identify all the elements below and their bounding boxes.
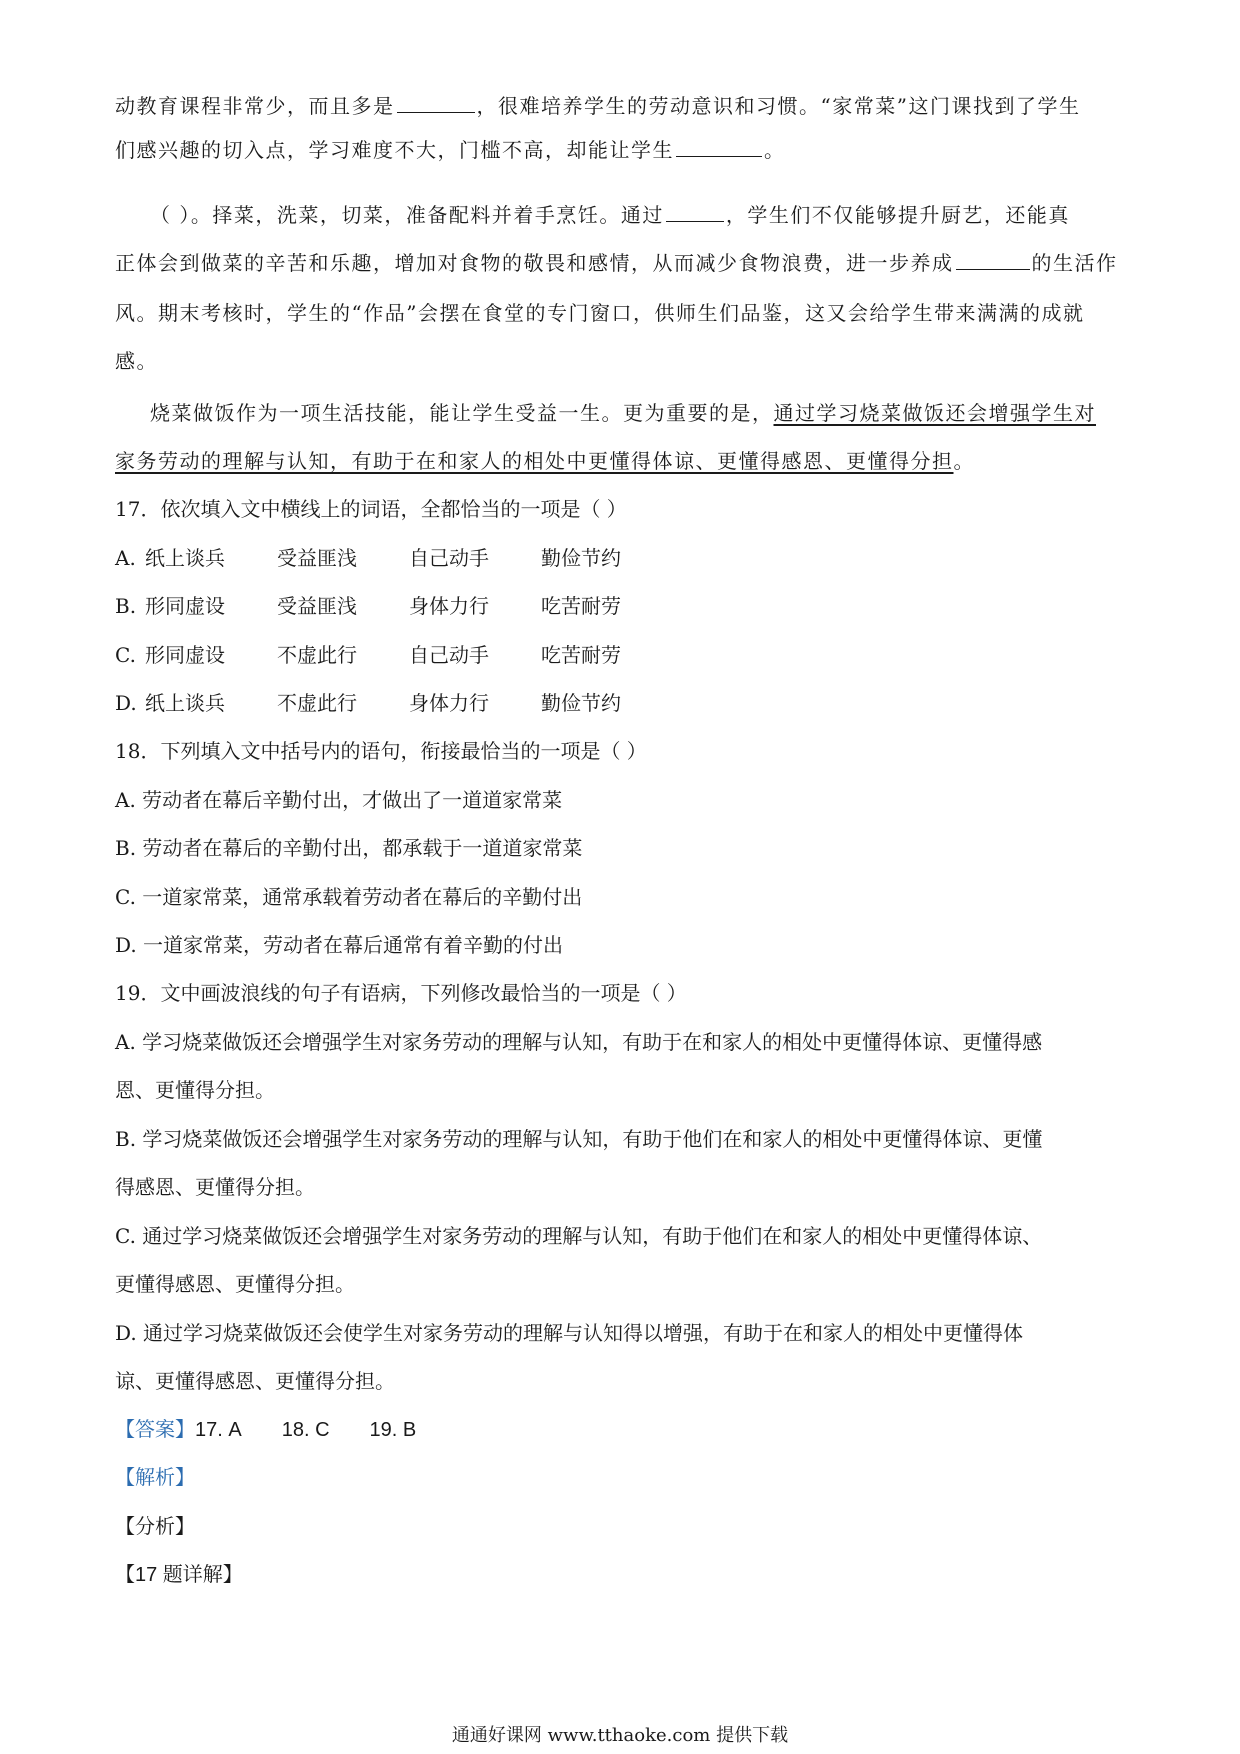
- option-word: 形同虚设: [145, 643, 225, 667]
- q19-option-d-line-1: D. 通过学习烧菜做饭还会使学生对家务劳动的理解与认知得以增强，有助于在和家人的相处中更懂得体: [115, 1321, 1024, 1345]
- answer-label: 【答案】: [115, 1419, 195, 1441]
- passage-line-4: [115, 248, 1118, 278]
- text-segment: （ ）。择菜，洗菜，切菜，准备配料并着手烹饪。通过: [150, 203, 664, 227]
- q17-option-c: [115, 640, 673, 670]
- option-word: 勤俭节约: [541, 546, 621, 570]
- text-segment: 。: [953, 449, 975, 473]
- page-footer: 通通好课网 www.tthaoke.com 提供下载: [451, 1725, 789, 1746]
- option-word: 吃苦耐劳: [541, 643, 621, 667]
- option-word: 受益匪浅: [277, 546, 357, 570]
- q17-option-d: [115, 688, 673, 718]
- q19-option-c-line-2: 更懂得感恩、更懂得分担。: [115, 1272, 355, 1296]
- option-word: 受益匪浅: [277, 594, 357, 618]
- q19-option-c-line-1: C. 通过学习烧菜做饭还会增强学生对家务劳动的理解与认知，有助于他们在和家人的相处中更懂得体谅、: [115, 1224, 1043, 1248]
- q19-option-d-line-2: 谅、更懂得感恩、更懂得分担。: [115, 1369, 395, 1393]
- option-letter: B.: [115, 594, 137, 618]
- q19-option-a-line-1: A. 学习烧菜做饭还会增强学生对家务劳动的理解与认知，有助于在和家人的相处中更懂得体谅、更懂得感: [115, 1030, 1043, 1054]
- text-segment: 烧菜做饭作为一项生活技能，能让学生受益一生。更为重要的是，: [150, 401, 774, 425]
- passage-line-5: 风。期末考核时，学生的“作品”会摆在食堂的专门窗口，供师生们品鉴，这又会给学生带来满满的成就: [115, 301, 1085, 325]
- option-word: 纸上谈兵: [145, 691, 225, 715]
- q17-detail-label: 【17 题详解】: [115, 1564, 243, 1586]
- q18-option-c: C. 一道家常菜，通常承载着劳动者在幕后的辛勤付出: [115, 885, 583, 909]
- q19-stem: 19．文中画波浪线的句子有语病，下列修改最恰当的一项是（ ）: [115, 981, 687, 1005]
- text-segment: 动教育课程非常少，而且多是: [115, 94, 395, 118]
- text-segment: 正体会到做菜的辛苦和乐趣，增加对食物的敬畏和感情，从而减少食物浪费，进一步养成: [115, 251, 954, 275]
- text-segment: ，很难培养学生的劳动意识和习惯。“家常菜”这门课找到了学生: [476, 94, 1081, 118]
- passage-line-1: [115, 91, 1080, 121]
- passage-line-3: [150, 200, 1070, 230]
- answer-line: [115, 1415, 416, 1445]
- q17-stem: 17．依次填入文中横线上的词语，全都恰当的一项是（ ）: [115, 497, 627, 521]
- option-word: 身体力行: [409, 691, 489, 715]
- option-letter: D.: [115, 691, 137, 715]
- fill-blank: [676, 138, 762, 157]
- passage-line-7: [150, 398, 1096, 428]
- fill-blank: [397, 94, 475, 113]
- option-letter: A.: [115, 546, 136, 570]
- q18-stem: 18．下列填入文中括号内的语句，衔接最恰当的一项是（ ）: [115, 739, 647, 763]
- q19-option-b-line-1: B. 学习烧菜做饭还会增强学生对家务劳动的理解与认知，有助于他们在和家人的相处中更懂得体谅、更懂: [115, 1127, 1043, 1151]
- q19-option-b-line-2: 得感恩、更懂得分担。: [115, 1175, 315, 1199]
- answer-item: 19. B: [369, 1419, 417, 1441]
- fill-blank: [666, 203, 724, 222]
- q17-option-a: [115, 543, 673, 573]
- text-segment: 们感兴趣的切入点，学习难度不大，门槛不高，却能让学生: [115, 138, 674, 162]
- text-segment: 的生活作: [1031, 251, 1118, 275]
- analysis-label: 【解析】: [115, 1467, 195, 1489]
- option-word: 身体力行: [409, 594, 489, 618]
- option-letter: C.: [115, 643, 136, 667]
- underlined-sentence: 通过学习烧菜做饭还会增强学生对: [773, 401, 1096, 425]
- option-word: 自己动手: [409, 643, 489, 667]
- option-word: 自己动手: [409, 546, 489, 570]
- passage-line-8: [115, 446, 975, 476]
- answer-item: 17. A: [195, 1419, 242, 1441]
- q17-option-b: [115, 591, 673, 621]
- text-segment: ，学生们不仅能够提升厨艺，还能真: [725, 203, 1070, 227]
- option-word: 不虚此行: [277, 691, 357, 715]
- passage-line-2: [115, 135, 786, 165]
- fenxi-label: 【分析】: [115, 1516, 195, 1538]
- q19-option-a-line-2: 恩、更懂得分担。: [115, 1078, 275, 1102]
- q18-option-a: A. 劳动者在幕后辛勤付出，才做出了一道道家常菜: [115, 788, 563, 812]
- option-word: 吃苦耐劳: [541, 594, 621, 618]
- option-word: 纸上谈兵: [145, 546, 225, 570]
- fill-blank: [956, 251, 1030, 270]
- q18-option-b: B. 劳动者在幕后的辛勤付出，都承载于一道道家常菜: [115, 836, 583, 860]
- text-segment: 。: [764, 138, 786, 162]
- option-word: 勤俭节约: [541, 691, 621, 715]
- underlined-sentence: 家务劳动的理解与认知，有助于在和家人的相处中更懂得体谅、更懂得感恩、更懂得分担: [115, 449, 954, 473]
- answer-item: 18. C: [281, 1419, 330, 1441]
- option-word: 形同虚设: [145, 594, 225, 618]
- option-word: 不虚此行: [277, 643, 357, 667]
- q18-option-d: D. 一道家常菜，劳动者在幕后通常有着辛勤的付出: [115, 933, 564, 957]
- passage-line-6: 感。: [115, 349, 158, 373]
